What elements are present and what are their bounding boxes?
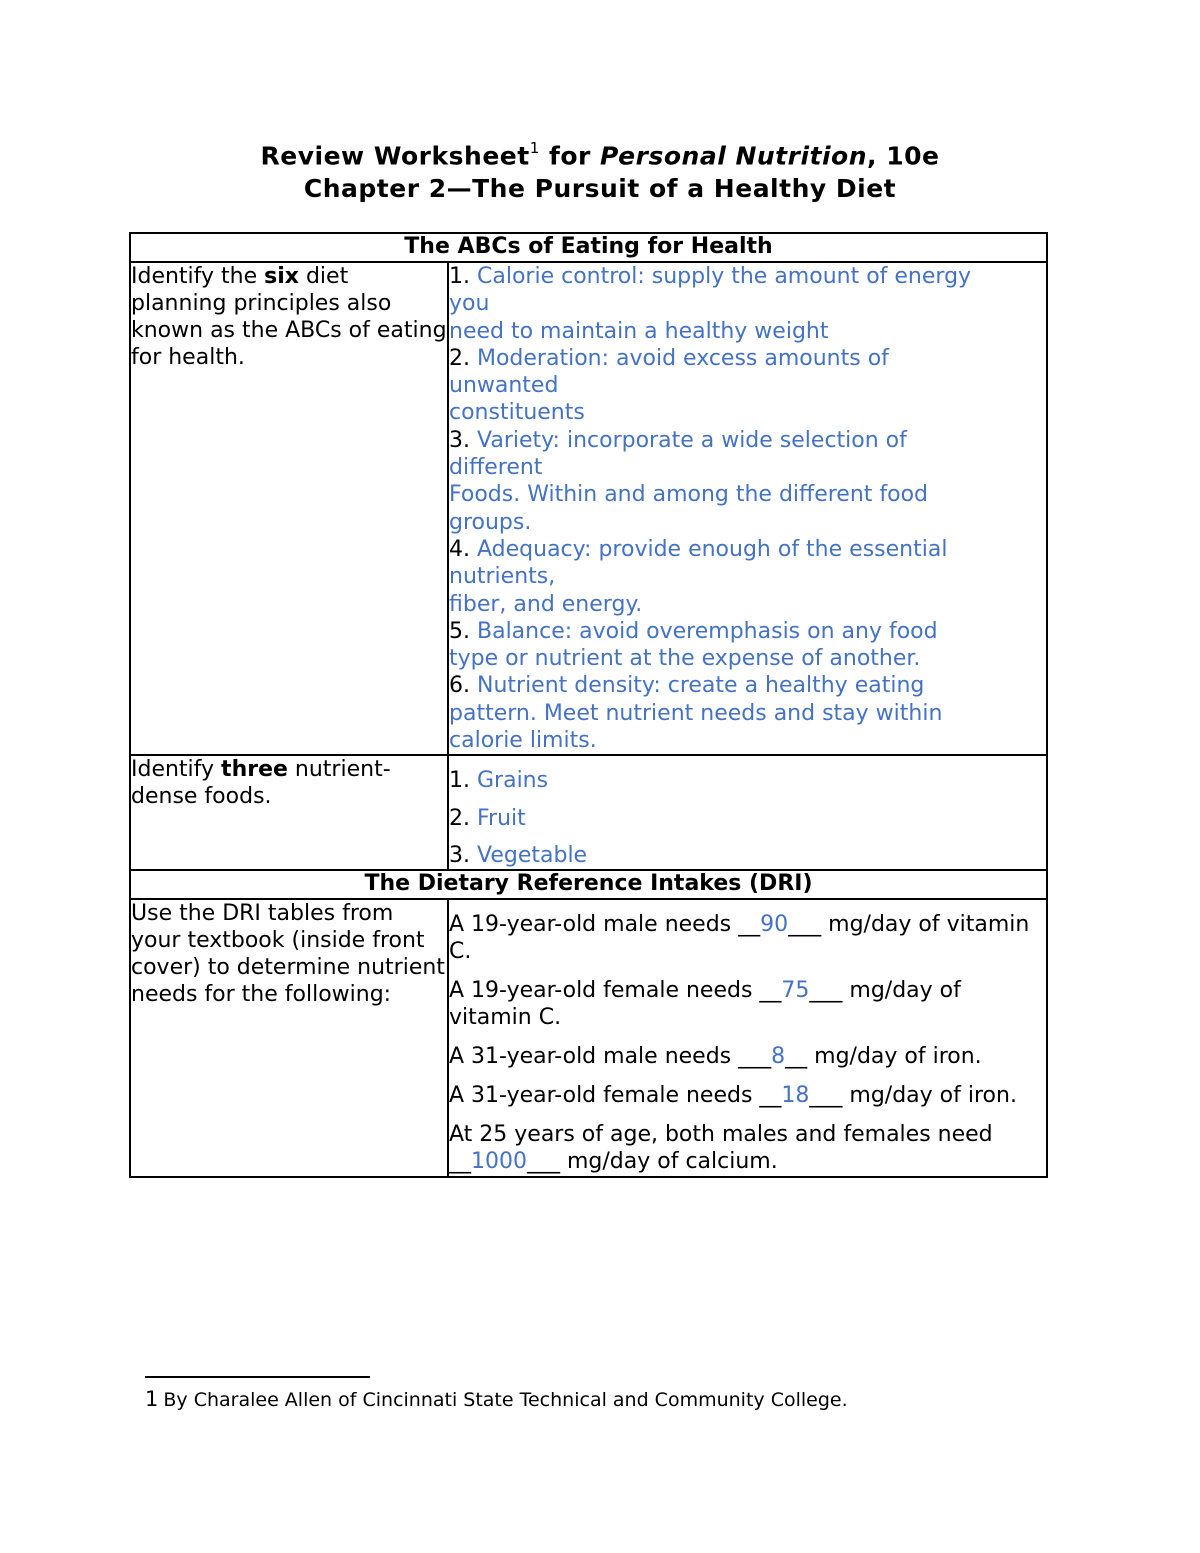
answer-line: fiber, and energy.: [449, 591, 643, 617]
dri-answer: 18: [781, 1083, 810, 1109]
answer-number: 2.: [449, 345, 470, 371]
footnote-separator: [145, 1376, 370, 1378]
dri-blank: ___: [809, 978, 843, 1004]
dri-prompt: A 31-year-old male needs ___: [449, 1044, 772, 1070]
dri-blank: ___: [788, 912, 822, 938]
dri-item: [449, 1043, 1046, 1070]
dri-prompt: A 31-year-old female needs __: [449, 1083, 782, 1109]
dri-prompt: A 19-year-old male needs __: [449, 912, 761, 938]
answer-line: you: [449, 291, 490, 317]
answer-line: groups.: [449, 509, 532, 535]
section-heading-dri: The Dietary Reference Intakes (DRI): [130, 870, 1047, 899]
question-text: Identify the: [131, 264, 265, 289]
answer-text: Fruit: [470, 805, 526, 831]
answer-item: [449, 805, 1046, 832]
answer-item: [449, 767, 1046, 794]
answer-number: 4.: [449, 536, 470, 562]
answer-line: Moderation: avoid excess amounts of: [470, 345, 889, 371]
footnote-reference: 1: [529, 139, 540, 157]
question-cell: [130, 755, 448, 870]
answer-line: different: [449, 455, 543, 481]
answer-number: 1.: [449, 264, 470, 289]
dri-unit: mg/day of calcium.: [560, 1149, 778, 1175]
answer-line: nutrients,: [449, 564, 556, 590]
question-text: Identify: [131, 757, 222, 783]
dri-unit: mg/day of vitamin C.: [449, 978, 961, 1031]
answer-text: [449, 537, 1046, 618]
question-emphasis: three: [221, 757, 288, 783]
question-cell: [130, 262, 448, 755]
answer-line: Balance: avoid overemphasis on any food: [470, 618, 938, 644]
dri-blank: __: [785, 1044, 808, 1070]
section-heading-abcs: The ABCs of Eating for Health: [130, 233, 1047, 262]
section-header-row: [130, 233, 1047, 262]
table-row: [130, 262, 1047, 755]
answer-item: [449, 618, 1046, 673]
answer-item: [449, 263, 1046, 345]
answer-text: Vegetable: [470, 843, 588, 869]
chapter-title: Chapter 2—The Pursuit of a Healthy Diet: [303, 174, 897, 203]
dri-answer: 75: [781, 978, 810, 1004]
footnote-number: 1: [145, 1387, 159, 1411]
answer-line: need to maintain a healthy weight: [449, 318, 829, 344]
question-text: diet planning principles also known as the ABCs of eating for health.: [131, 264, 447, 370]
dri-answer: 1000: [471, 1149, 527, 1175]
answer-cell: [448, 899, 1047, 1177]
title-prefix: Review Worksheet: [260, 141, 530, 171]
footnote: [145, 1386, 848, 1413]
answer-line: Calorie control: supply the amount of energy: [470, 264, 972, 289]
answer-text: [449, 673, 1046, 754]
dri-item: [449, 911, 1046, 965]
answer-text: [449, 346, 1046, 427]
answer-text: Grains: [470, 768, 549, 794]
title-edition: , 10e: [867, 141, 940, 171]
answer-number: 3.: [449, 843, 470, 869]
dri-prompt: At 25 years of age, both males and females need __: [449, 1122, 993, 1175]
answer-number: 3.: [449, 427, 470, 453]
dri-item: [449, 1082, 1046, 1109]
answer-text: [449, 264, 1046, 345]
worksheet-table: [129, 232, 1048, 1178]
question-text: nutrient-dense foods.: [131, 757, 391, 810]
answer-item: [449, 536, 1046, 618]
answer-number: 5.: [449, 618, 470, 644]
answer-line: constituents: [449, 400, 585, 426]
table-row: [130, 899, 1047, 1177]
answer-cell: [448, 755, 1047, 870]
answer-item: [449, 427, 1046, 536]
answer-text: [449, 428, 1046, 536]
answer-line: Foods. Within and among the different food: [449, 482, 929, 508]
answer-line: unwanted: [449, 373, 559, 399]
dri-item: [449, 977, 1046, 1031]
dri-prompt: A 19-year-old female needs __: [449, 978, 782, 1004]
answer-number: 2.: [449, 805, 470, 831]
answer-cell: [448, 262, 1047, 755]
answer-item: [449, 842, 1046, 869]
question-emphasis: six: [264, 264, 299, 289]
answer-line: Adequacy: provide enough of the essential: [470, 536, 948, 562]
question-cell: Use the DRI tables from your textbook (inside front cover) to determine nutrient needs for the following:: [130, 899, 448, 1177]
section-header-row: [130, 870, 1047, 899]
answer-line: type or nutrient at the expense of another.: [449, 646, 921, 672]
table-row: [130, 755, 1047, 870]
dri-unit: mg/day of iron.: [807, 1044, 982, 1070]
dri-blank: ___: [527, 1149, 560, 1175]
dri-unit: mg/day of vitamin C.: [449, 912, 1030, 965]
answer-line: Nutrient density: create a healthy eating: [470, 673, 925, 699]
page-title: [0, 141, 1200, 170]
title-for: for: [539, 141, 601, 171]
answer-number: 1.: [449, 768, 470, 794]
answer-item: [449, 345, 1046, 427]
answer-line: pattern. Meet nutrient needs and stay within: [449, 700, 943, 726]
book-title: Personal Nutrition: [600, 141, 868, 171]
footnote-text: By Charalee Allen of Cincinnati State Technical and Community College.: [163, 1389, 848, 1411]
answer-item: [449, 672, 1046, 754]
answer-text: [449, 619, 1046, 673]
answer-number: 6.: [449, 673, 470, 699]
dri-item: [449, 1121, 1046, 1175]
dri-blank: ___: [809, 1083, 843, 1109]
answer-line: calorie limits.: [449, 728, 597, 754]
answer-line: Variety: incorporate a wide selection of: [470, 427, 907, 453]
dri-unit: mg/day of iron.: [842, 1083, 1017, 1109]
dri-answer: 8: [771, 1044, 786, 1070]
dri-answer: 90: [760, 912, 789, 938]
